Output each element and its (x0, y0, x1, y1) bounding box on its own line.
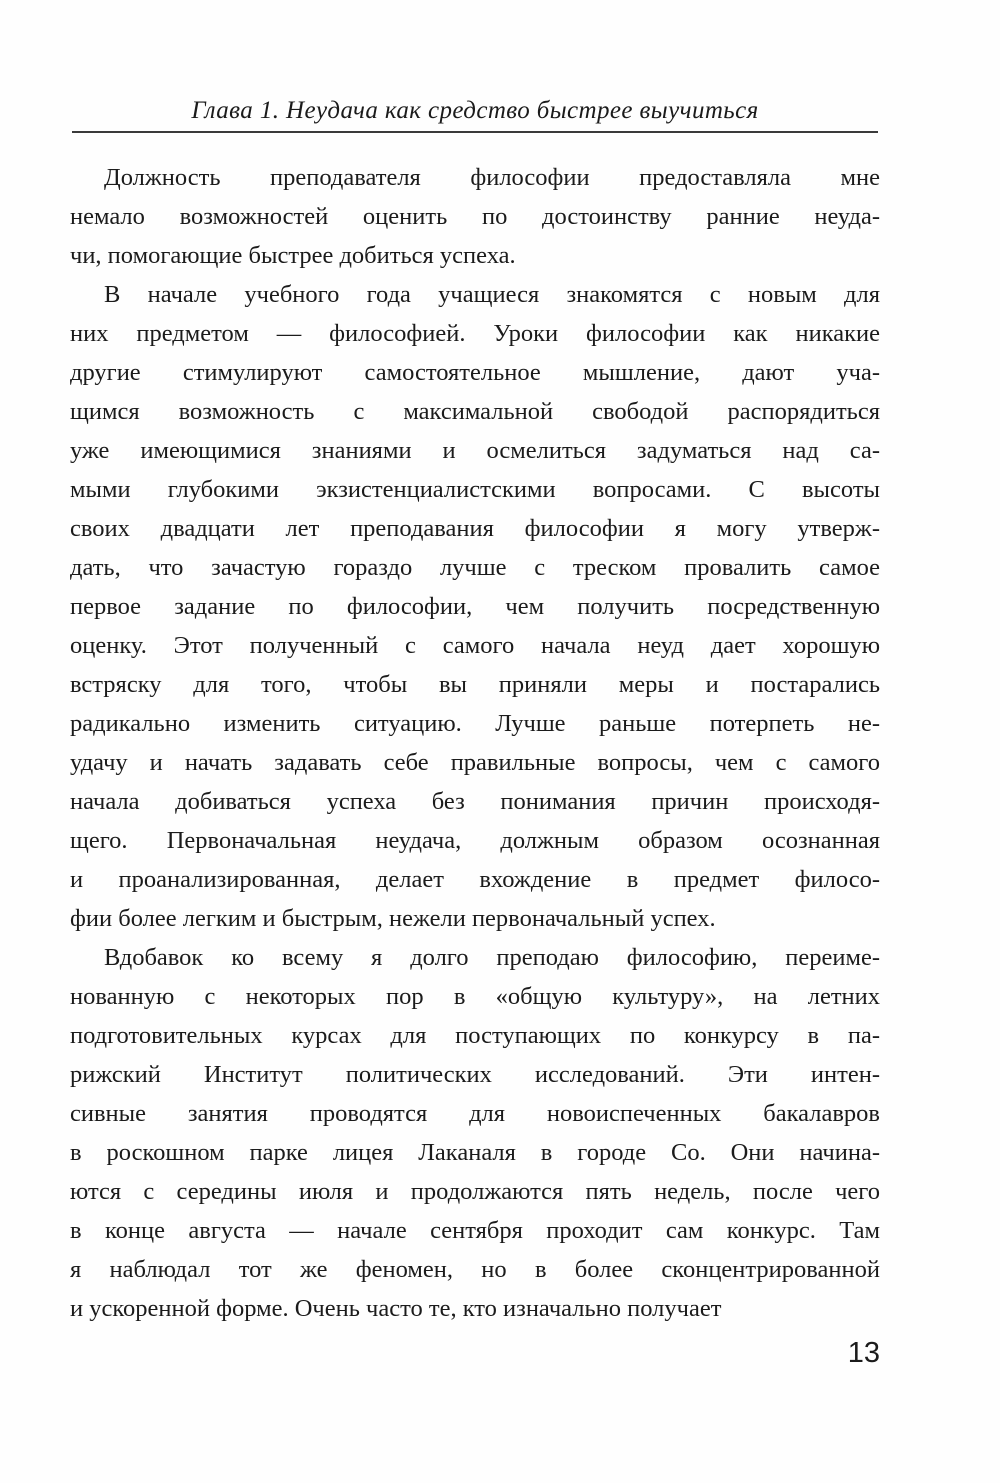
text-line: первое задание по философии, чем получить посредственную (70, 593, 880, 620)
text-line: них предметом — философией. Уроки философии как никакие (70, 320, 880, 347)
text-line: немало возможностей оценить по достоинству ранние неуда- (70, 203, 880, 230)
text-line: Должность преподавателя философии предоставляла мне (104, 164, 880, 191)
text-line: сивные занятия проводятся для новоиспеченных бакалавров (70, 1100, 880, 1127)
text-line: начала добиваться успеха без понимания причин происходя- (70, 788, 880, 815)
paragraph (70, 275, 880, 938)
header-rule (72, 131, 878, 133)
text-line: нованную с некоторых пор в «общую культуру», на летних (70, 983, 880, 1010)
text-line: щего. Первоначальная неудача, должным образом осознанная (70, 827, 880, 854)
page-body (70, 158, 880, 1334)
text-line: оценку. Этот полученный с самого начала неуд дает хорошую (70, 632, 880, 659)
text-line: и проанализированная, делает вхождение в предмет филосо- (70, 866, 880, 893)
text-line: Вдобавок ко всему я долго преподаю философию, переиме- (104, 944, 880, 971)
text-line: фии более легким и быстрым, нежели первоначальный успех. (70, 905, 716, 932)
text-line: и ускоренной форме. Очень часто те, кто изначально получает (70, 1295, 722, 1322)
running-header: Глава 1. Неудача как средство быстрее выучиться (191, 97, 759, 124)
text-line: мыми глубокими экзистенциалистскими вопросами. С высоты (70, 476, 880, 503)
text-line: удачу и начать задавать себе правильные вопросы, чем с самого (70, 749, 880, 776)
text-line: подготовительных курсах для поступающих по конкурсу в па- (70, 1022, 880, 1049)
text-line: дать, что зачастую гораздо лучше с треском провалить самое (70, 554, 880, 581)
text-line: радикально изменить ситуацию. Лучше раньше потерпеть не- (70, 710, 880, 737)
text-line: В начале учебного года учащиеся знакомятся с новым для (104, 281, 880, 308)
text-line: в роскошном парке лицея Лаканаля в городе Со. Они начина- (70, 1139, 880, 1166)
text-line: ются с середины июля и продолжаются пять недель, после чего (70, 1178, 880, 1205)
paragraph (70, 158, 880, 275)
text-line: я наблюдал тот же феномен, но в более сконцентрированной (70, 1256, 880, 1283)
paragraph (70, 938, 880, 1328)
text-line: в конце августа — начале сентября проходит сам конкурс. Там (70, 1217, 880, 1244)
text-line: встряску для того, чтобы вы приняли меры и постарались (70, 671, 880, 698)
page-number: 13 (847, 1337, 880, 1369)
text-line: своих двадцати лет преподавания философии я могу утверж- (70, 515, 880, 542)
text-line: чи, помогающие быстрее добиться успеха. (70, 242, 516, 269)
text-line: рижский Институт политических исследований. Эти интен- (70, 1061, 880, 1088)
text-line: щимся возможность с максимальной свободой распорядиться (70, 398, 880, 425)
text-line: уже имеющимися знаниями и осмелиться задуматься над са- (70, 437, 880, 464)
text-line: другие стимулируют самостоятельное мышление, дают уча- (70, 359, 880, 386)
